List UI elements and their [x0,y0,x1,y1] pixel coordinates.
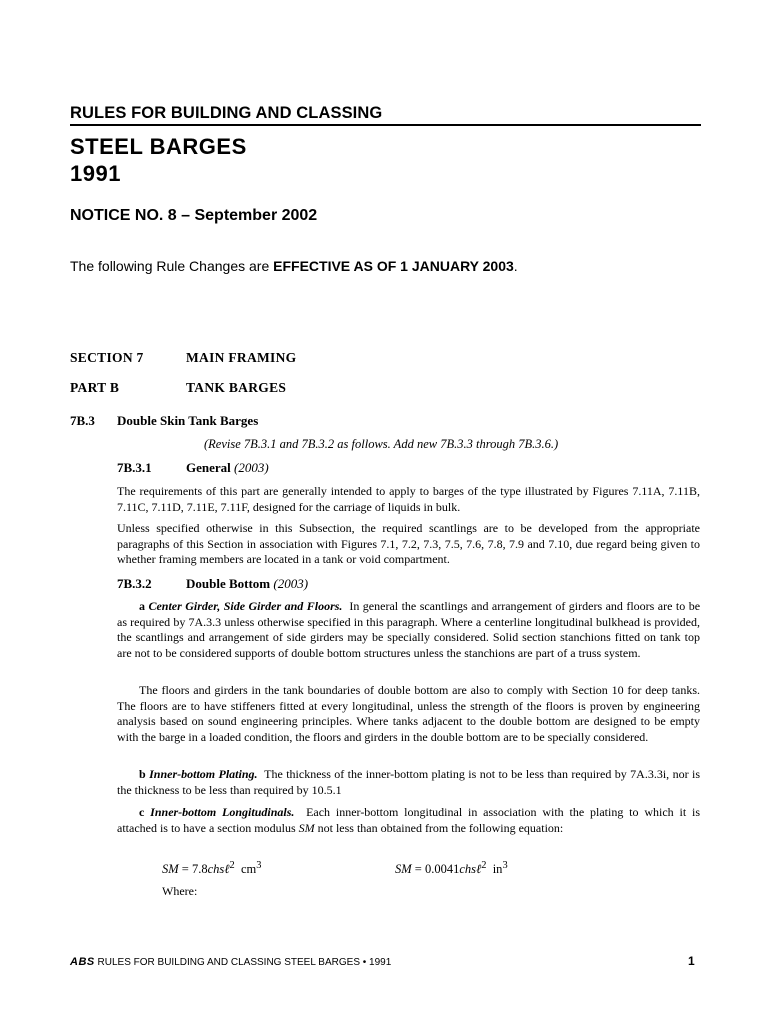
eq1-unit: cm [240,862,257,877]
rules-title: RULES FOR BUILDING AND CLASSING [70,104,383,122]
paragraph-a [117,599,700,661]
header-rule [70,124,701,126]
paragraph-c-text-1: Each inner-bottom longitudinal in association with the plating to which it is attached is to have a section modulus [117,805,701,835]
paragraph-a-letter: a [139,599,145,613]
equation-imperial [395,860,508,877]
paragraph-b-lead: Inner-bottom Plating. [149,767,258,781]
paragraph-b [117,767,700,798]
effective-prefix: The following Rule Changes are [70,258,274,274]
general-title: General [186,460,231,475]
eq1-ell: ℓ [224,862,230,877]
double-bottom-year: (2003) [273,576,309,591]
paragraph-b-letter: b [139,767,146,781]
eq1-exp: 2 [229,860,235,871]
paragraph-c-lead: Inner-bottom Longitudinals. [150,805,295,819]
revise-note: (Revise 7B.3.1 and 7B.3.2 as follows. Add new 7B.3.3 through 7B.3.6.) [204,437,559,451]
abs-logo: ABS [70,956,95,968]
subsection-title: Double Skin Tank Barges [117,413,259,428]
eq2-unit: in [492,862,503,877]
eq2-unit-exp: 3 [502,860,508,871]
document-title-line1: STEEL BARGES [70,134,247,159]
section-label: SECTION 7 [70,350,144,365]
notice-heading: NOTICE NO. 8 – September 2002 [70,207,318,224]
paragraph-a-2: The floors and girders in the tank boundaries of double bottom are also to comply with Section 10 for deep tanks. The floors are to have stiffeners fitted at every longitudinal, unless the strength of the floors is proven by engineering analysis based on sound engineering principles. Where tanks adjacent to the double bottom are designed to be empty with the barge in a loaded condition, the floors and girders in the double bottom are to be specially considered. [117,683,700,744]
equation-metric [162,860,261,877]
general-year: (2003) [234,460,269,475]
effective-suffix: . [513,258,518,274]
paragraph-a-lead: Center Girder, Side Girder and Floors. [148,599,343,613]
double-bottom-heading [186,576,308,592]
eq2-exp: 2 [481,860,487,871]
eq2-vars: chs [459,862,477,877]
eq2-lhs: SM [395,862,412,877]
document-title [70,133,247,187]
double-bottom-number: 7B.3.2 [117,576,152,591]
paragraph-a-text: In general the scantlings and arrangement of girders and floors are to be as required by 7A.3.3 unless otherwise specified in this paragraph. Where a centerline longitudinal bulkhead is provided, the scantlings and arrangement of side girders may be specially considered. Solid section stanchions fitted on tank top are not to be considered supports of double bottom structures unless the stanchions are part of a truss system. [117,599,701,660]
paragraph-c-letter: c [139,805,145,819]
general-heading [186,460,269,476]
subsection-number: 7B.3 [70,413,95,428]
general-paragraph-2: Unless specified otherwise in this Subsection, the required scantlings are to be developed from the appropriate paragraphs of this Section in association with Figures 7.1, 7.2, 7.3, 7.5, 7.6, 7.8, 7.9 and 7.10, due regard being given to whether framing members are located in a tank or void compartment. [117,521,700,566]
eq1-op: = 7.8 [178,862,208,877]
page-number: 1 [688,954,695,968]
effective-date: EFFECTIVE AS OF 1 JANUARY 2003 [273,258,514,274]
footer-text [70,956,391,968]
document-title-line2: 1991 [70,161,121,186]
general-number: 7B.3.1 [117,460,152,475]
where-label: Where: [162,884,198,898]
part-title: TANK BARGES [186,380,287,395]
eq1-vars: chs [207,862,225,877]
section-title: MAIN FRAMING [186,350,297,365]
part-label: PART B [70,380,120,395]
paragraph-c-text-2: not less than obtained from the following equation: [317,820,564,835]
general-paragraph-1: The requirements of this part are generally intended to apply to barges of the type illustrated by Figures 7.11A, 7.11B, 7.11C, 7.11D, 7.11E, 7.11F, designed for the carriage of liquids in bulk. [117,484,700,514]
paragraph-c [117,805,700,836]
eq1-unit-exp: 3 [256,860,262,871]
double-bottom-title: Double Bottom [186,576,271,591]
paragraph-b-text: The thickness of the inner-bottom plating is not to be less than required by 7A.3.3i, nor is the thickness to be less than required by 10.5.1 [117,767,700,797]
footer-title: RULES FOR BUILDING AND CLASSING STEEL BARGES • 1991 [94,957,392,968]
eq2-ell: ℓ [476,862,482,877]
paragraph-c-sm: SM [298,820,315,835]
effective-statement [70,258,518,274]
eq1-lhs: SM [162,862,179,877]
eq2-op: = 0.0041 [411,862,460,877]
